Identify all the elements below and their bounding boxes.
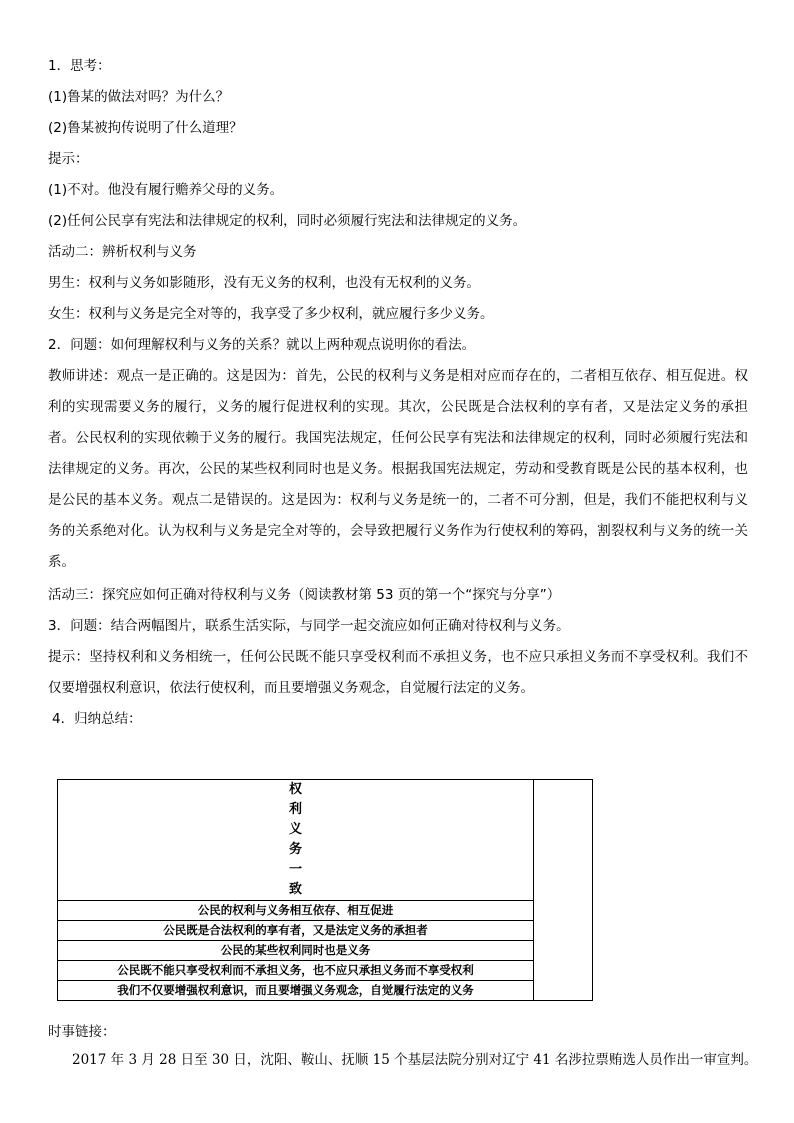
vertical-char: 义 bbox=[288, 822, 302, 837]
vertical-char: 一 bbox=[288, 862, 302, 877]
question-three: 3．问题：结合两幅图片，联系生活实际，与同学一起交流应如何正确对待权利与义务。 bbox=[48, 618, 570, 634]
vertical-char: 致 bbox=[288, 882, 302, 897]
table-row: 公民的权利与义务相互依存、相互促进 bbox=[58, 901, 534, 921]
vertical-char: 权 bbox=[288, 782, 302, 797]
summary-title: 4．归纳总结： bbox=[52, 711, 142, 727]
table-row: 公民的某些权利同时也是义务 bbox=[58, 941, 534, 961]
table-row: 我们不仅要增强权利意识，而且要增强义务观念，自觉履行法定的义务 bbox=[58, 981, 534, 1001]
teacher-paragraph: 教师讲述：观点一是正确的。这是因为：首先，公民的权利与义务是相对应而存在的，二者相互依存、相互促进。权利的实现需要义务的履行，义务的履行促进权利的实现。其次，公民既是合法权利的享有者，又是法定义务的承担者。公民权利的实现依赖于义务的履行。我国宪法规定，任何公民享有宪法和法律规定的权利，同时必须履行宪法和法律规定的义务。再次，公民的某些权利同时也是义务。根据我国宪法规定，劳动和受教育既是公民的基本权利，也是公民的基本义务。观点二是错误的。这是因为：权利与义务是统一的，二者不可分割，但是，我们不能把权利与义务的关系绝对化。认为权利与义务是完全对等的，会导致把履行义务作为行使权利的筹码，割裂权利与义务的统一关系。 bbox=[48, 368, 748, 570]
hint-paragraph: 提示：坚持权利和义务相统一，任何公民既不能只享受权利而不承担义务，也不应只承担义务而不享受权利。我们不仅要增强权利意识，依法行使权利，而且要增强义务观念，自觉履行法定的义务。 bbox=[48, 649, 748, 696]
text-line: 1．思考： bbox=[48, 58, 111, 74]
vertical-char: 利 bbox=[288, 802, 302, 817]
table-side-cell bbox=[534, 780, 593, 1001]
text-line: 女生：权利与义务是完全对等的，我享受了多少权利，就应履行多少义务。 bbox=[48, 306, 494, 322]
text-line: 提示： bbox=[48, 151, 89, 167]
table-row: 公民既是合法权利的享有者，又是法定义务的承担者 bbox=[58, 921, 534, 941]
news-label: 时事链接： bbox=[48, 1024, 116, 1040]
text-line: 活动二：辨析权利与义务 bbox=[48, 244, 197, 260]
text-line: (1)鲁某的做法对吗？为什么？ bbox=[48, 89, 230, 105]
text-line: 2．问题：如何理解权利与义务的关系？就以上两种观点说明你的看法。 bbox=[48, 337, 476, 353]
text-line: (1)不对。他没有履行赡养父母的义务。 bbox=[48, 182, 284, 198]
text-line: (2)鲁某被拘传说明了什么道理？ bbox=[48, 120, 243, 136]
vertical-char: 务 bbox=[288, 842, 302, 857]
news-body: 2017 年 3 月 28 日至 30 日，沈阳、鞍山、抚顺 15 个基层法院分别对辽宁 41 名涉拉票贿选人员作出一审宣判。 bbox=[72, 1052, 758, 1068]
table-row: 公民既不能只享受权利而不承担义务，也不应只承担义务而不享受权利 bbox=[58, 961, 534, 981]
text-line: 男生：权利与义务如影随形，没有无义务的权利，也没有无权利的义务。 bbox=[48, 275, 480, 291]
summary-table bbox=[57, 779, 593, 1001]
text-line: (2)任何公民享有宪法和法律规定的权利，同时必须履行宪法和法律规定的义务。 bbox=[48, 213, 527, 229]
vertical-heading bbox=[58, 780, 534, 901]
activity-three: 活动三：探究应如何正确对待权利与义务（阅读教材第 53 页的第一个“探究与分享”） bbox=[48, 587, 561, 603]
